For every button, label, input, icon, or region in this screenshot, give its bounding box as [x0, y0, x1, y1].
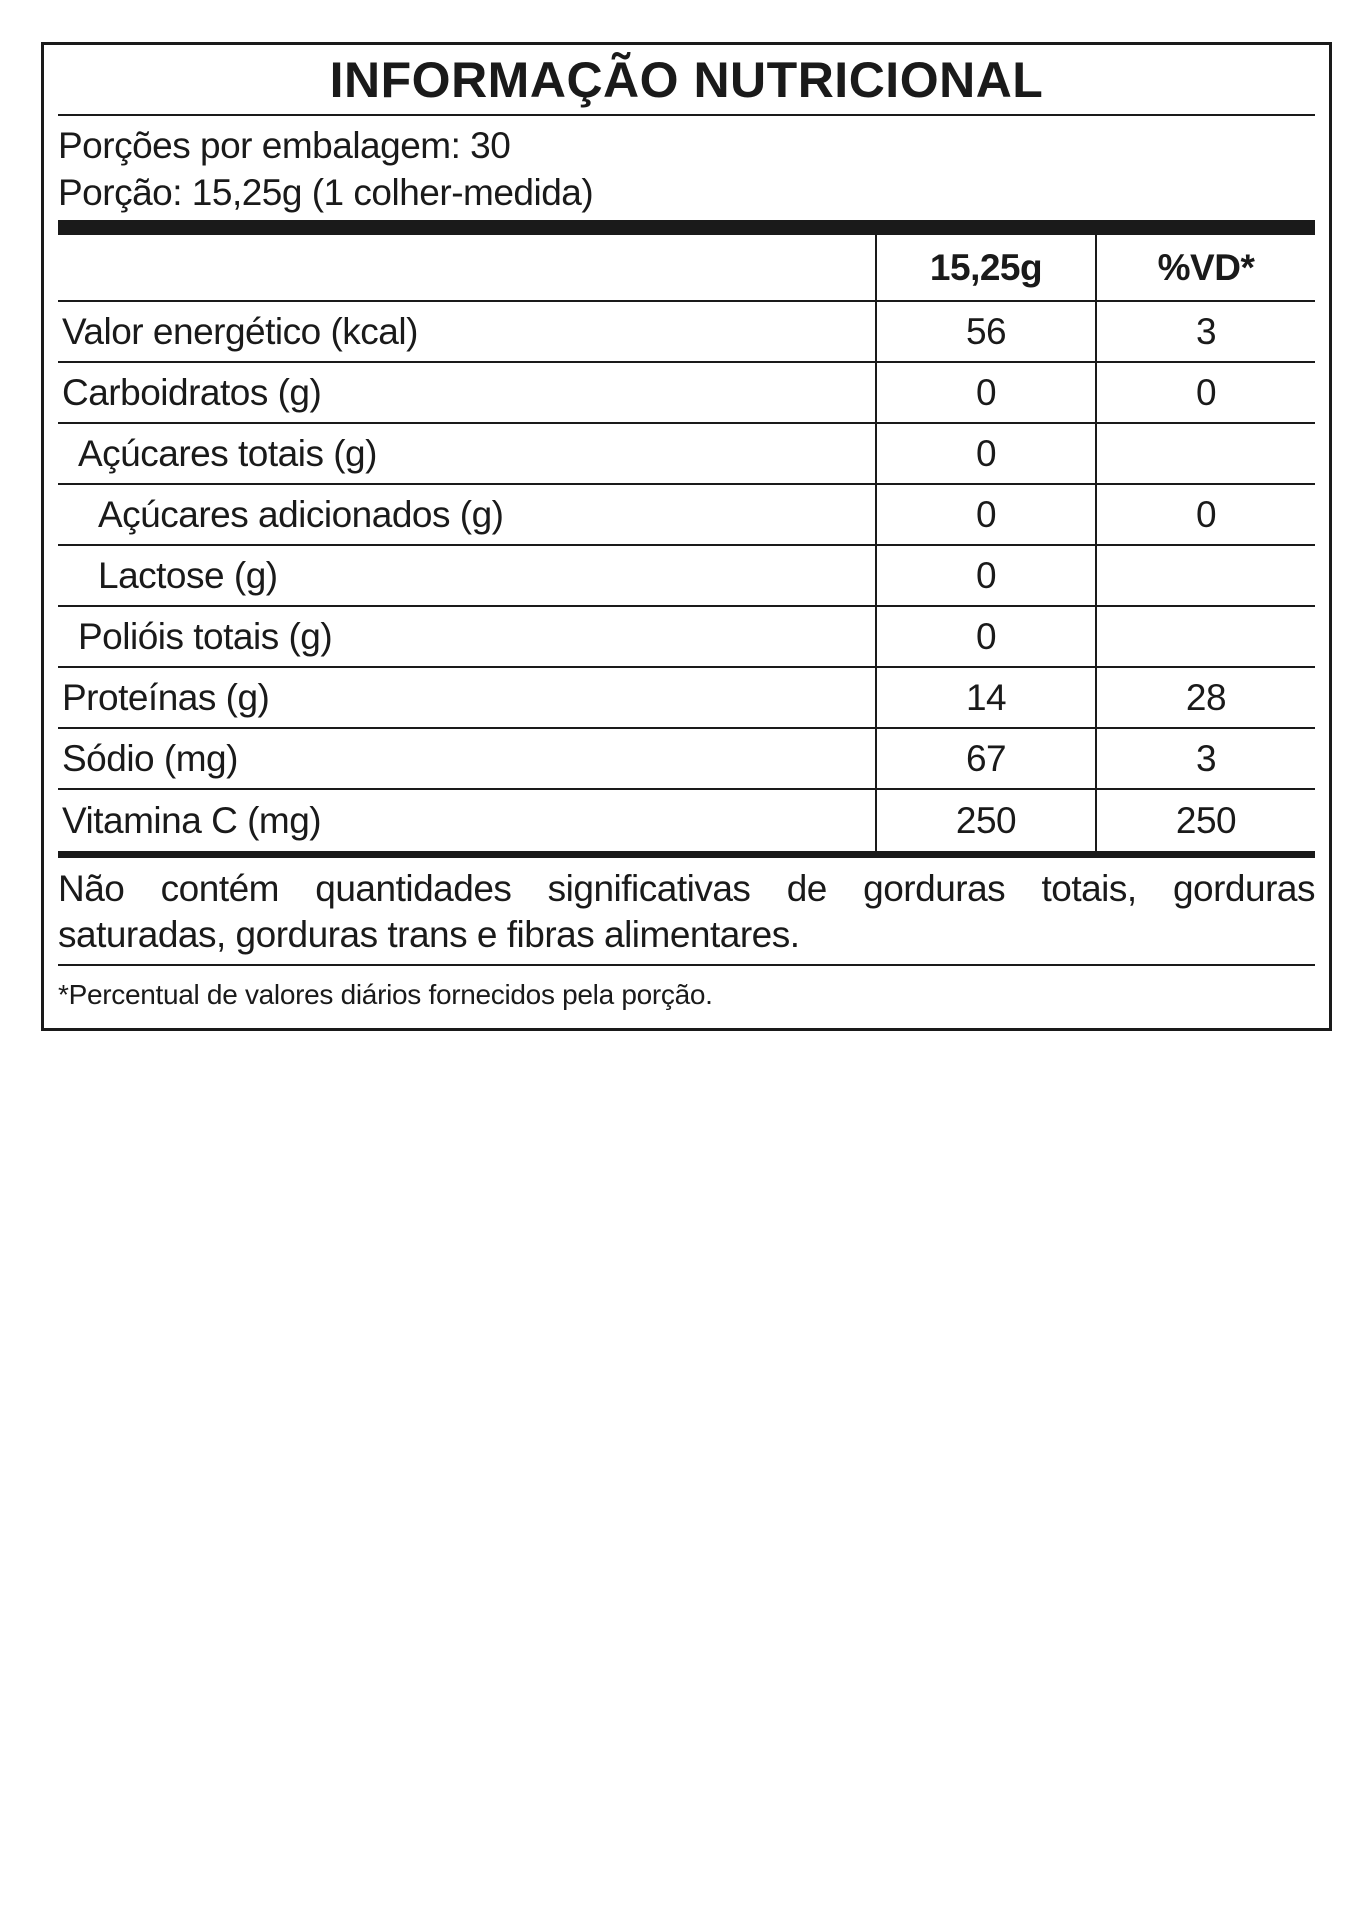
dv-value — [1095, 546, 1315, 605]
nutrient-label: Polióis totais (g) — [78, 615, 333, 657]
column-header-dv: %VD* — [1095, 235, 1315, 300]
quantity-value: 250 — [875, 790, 1095, 851]
label-title: INFORMAÇÃO NUTRICIONAL — [329, 51, 1044, 108]
nutrient-row-acucares-totais — [58, 424, 1315, 485]
dv-value — [1095, 607, 1315, 666]
quantity-value: 56 — [875, 302, 1095, 361]
quantity-value: 0 — [875, 424, 1095, 483]
nutrient-label: Lactose (g) — [98, 554, 278, 596]
nutrient-row-proteinas — [58, 668, 1315, 729]
nutrient-label: Açúcares totais (g) — [78, 432, 377, 474]
dv-value: 28 — [1095, 668, 1315, 727]
portion-size: Porção: 15,25g (1 colher-medida) — [58, 172, 594, 213]
nutrient-row-carboidratos — [58, 363, 1315, 424]
quantity-value: 14 — [875, 668, 1095, 727]
nutrient-label: Carboidratos (g) — [62, 371, 322, 413]
dv-value: 0 — [1095, 485, 1315, 544]
thick-bottom-rule — [58, 851, 1315, 858]
nutrient-row-acucares-adicionados — [58, 485, 1315, 546]
column-header-empty — [58, 235, 875, 300]
dv-value: 250 — [1095, 790, 1315, 851]
quantity-value: 0 — [875, 546, 1095, 605]
nutrient-row-valor-energetico — [58, 302, 1315, 363]
dv-value: 3 — [1095, 729, 1315, 788]
nutrient-label: Valor energético (kcal) — [62, 310, 418, 352]
note-line: saturadas, gorduras trans e fibras alimentares. — [58, 914, 800, 955]
dv-value — [1095, 424, 1315, 483]
dv-value: 0 — [1095, 363, 1315, 422]
dv-value: 3 — [1095, 302, 1315, 361]
note-line: Não contém quantidades significativas de gorduras totais, gorduras — [58, 868, 1315, 909]
thick-separator-bar — [58, 220, 1315, 235]
nutrient-row-vitamina-c — [58, 790, 1315, 851]
nutrient-label: Açúcares adicionados (g) — [98, 493, 504, 535]
nutrition-facts-label — [41, 42, 1332, 1031]
quantity-value: 67 — [875, 729, 1095, 788]
quantity-value: 0 — [875, 607, 1095, 666]
label-header — [58, 45, 1315, 116]
daily-value-footnote: *Percentual de valores diários fornecidos pela porção. — [58, 964, 1315, 1011]
quantity-value: 0 — [875, 363, 1095, 422]
quantity-value: 0 — [875, 485, 1095, 544]
nutrient-row-sodio — [58, 729, 1315, 790]
servings-block — [58, 116, 1315, 220]
nutrient-row-poliois-totais — [58, 607, 1315, 668]
nutrient-row-lactose — [58, 546, 1315, 607]
column-header-quantity: 15,25g — [875, 235, 1095, 300]
servings-per-package: Porções por embalagem: 30 — [58, 125, 511, 166]
column-header-row — [58, 235, 1315, 302]
insignificant-amounts-note — [58, 858, 1315, 964]
nutrient-label: Proteínas (g) — [62, 676, 270, 718]
nutrient-label: Vitamina C (mg) — [62, 799, 322, 841]
nutrient-label: Sódio (mg) — [62, 737, 238, 779]
